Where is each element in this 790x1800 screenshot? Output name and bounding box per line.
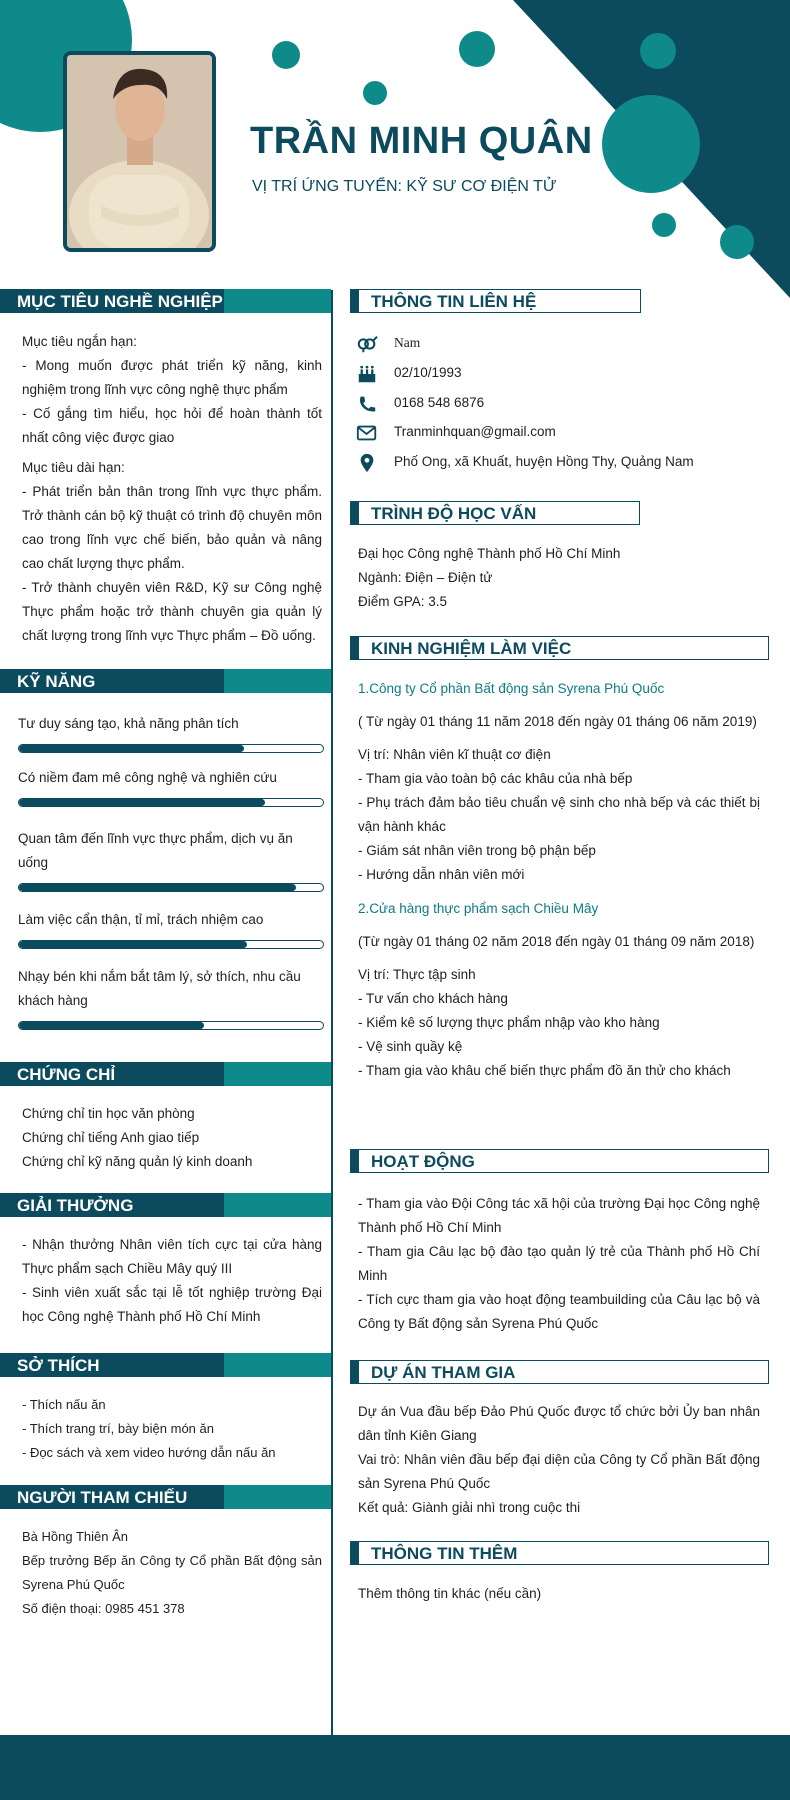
activities-list: [358, 1192, 760, 1336]
long-term-title: Mục tiêu dài hạn:: [22, 460, 125, 475]
skill-bar: [18, 798, 324, 807]
job-role: Vị trí: Thực tập sinh: [358, 967, 476, 982]
avatar: [63, 51, 216, 252]
hobbies-list: [22, 1393, 322, 1465]
skill-label: Làm việc cẩn thận, tỉ mỉ, trách nhiệm cao: [18, 912, 264, 927]
activity-item: - Tham gia vào Đội Công tác xã hội của trường Đại học Công nghệ Thành phố Hồ Chí Minh: [358, 1196, 760, 1235]
job-period: (Từ ngày 01 tháng 02 năm 2018 đến ngày 01 tháng 09 năm 2018): [358, 934, 755, 949]
reference-name: Bà Hồng Thiên Ân: [22, 1529, 128, 1544]
job-duty: - Phụ trách đảm bảo tiêu chuẩn vệ sinh cho nhà bếp và các thiết bị vận hành khác: [358, 795, 760, 834]
job-duty: - Tư vấn cho khách hàng: [358, 991, 508, 1006]
section-heading-awards: GIẢI THƯỞNG: [0, 1193, 331, 1217]
footer-bar: [0, 1735, 790, 1800]
hobby-item: - Thích nấu ăn: [22, 1397, 106, 1412]
section-heading-education: TRÌNH ĐỘ HỌC VẤN: [350, 501, 640, 525]
job-duty: - Hướng dẫn nhân viên mới: [358, 867, 525, 882]
education-content: [358, 542, 760, 614]
contact-dob: 02/10/1993: [356, 362, 776, 386]
section-heading-hobbies: SỞ THÍCH: [0, 1353, 331, 1377]
activity-item: - Tích cực tham gia vào hoạt động teambuilding của Câu lạc bộ và Công ty Bất động sản Syrena Phú Quốc: [358, 1292, 760, 1331]
job-duty: - Vệ sinh quầy kệ: [358, 1039, 463, 1054]
skill-label: Tư duy sáng tạo, khả năng phân tích: [18, 716, 239, 731]
project-role: Vai trò: Nhân viên đầu bếp đại diện của Công ty Cổ phần Bất động sản Syrena Phú Quốc: [358, 1452, 760, 1491]
projects-content: [358, 1400, 760, 1520]
contact-gender: Nam: [356, 332, 776, 356]
job-duty: - Tham gia vào toàn bộ các khâu của nhà bếp: [358, 771, 633, 786]
awards-list: [22, 1233, 322, 1329]
phone-icon: [356, 394, 378, 414]
project-result: Kết quả: Giành giải nhì trong cuộc thi: [358, 1500, 581, 1515]
award-item: - Sinh viên xuất sắc tại lễ tốt nghiệp trường Đại học Công nghệ Thành phố Hồ Chí Minh: [22, 1285, 322, 1324]
education-major: Ngành: Điện – Điện tử: [358, 570, 493, 585]
applied-position: VỊ TRÍ ỨNG TUYỂN: KỸ SƯ CƠ ĐIỆN TỬ: [252, 178, 557, 195]
certificate-item: Chứng chỉ tiếng Anh giao tiếp: [22, 1130, 200, 1145]
objective-content: [22, 330, 322, 648]
section-heading-certificates: CHỨNG CHỈ: [0, 1062, 331, 1086]
skill-bar-fill: [19, 941, 247, 948]
job-company: 1.Công ty Cổ phần Bất động sản Syrena Phú Quốc: [358, 681, 665, 696]
section-heading-extra: THÔNG TIN THÊM: [350, 1541, 769, 1565]
education-school: Đại học Công nghệ Thành phố Hồ Chí Minh: [358, 546, 621, 561]
job-duty: - Giám sát nhân viên trong bộ phận bếp: [358, 843, 596, 858]
short-term-item: - Mong muốn được phát triển kỹ năng, kinh nghiệm trong lĩnh vực công nghệ thực phẩm: [22, 358, 322, 397]
certificate-item: Chứng chỉ kỹ năng quản lý kinh doanh: [22, 1154, 253, 1169]
reference-role: Bếp trưởng Bếp ăn Công ty Cổ phần Bất động sản Syrena Phú Quốc: [22, 1553, 322, 1592]
reference-content: [22, 1525, 322, 1621]
long-term-item: - Trở thành chuyên viên R&D, Kỹ sư Công nghệ Thực phẩm hoặc trở thành chuyên gia quản lý chất lượng trong lĩnh vực Thực phẩm – Đồ uống.: [22, 580, 322, 643]
section-heading-reference: NGƯỜI THAM CHIẾU: [0, 1485, 331, 1509]
certificates-list: [22, 1102, 322, 1174]
section-heading-activities: HOẠT ĐỘNG: [350, 1149, 769, 1173]
birthday-cake-icon: [356, 364, 378, 384]
education-gpa: Điểm GPA: 3.5: [358, 594, 448, 609]
job-role: Vị trí: Nhân viên kĩ thuật cơ điện: [358, 747, 551, 762]
section-heading-objective: MỤC TIÊU NGHỀ NGHIỆP: [0, 289, 331, 313]
candidate-name: TRẦN MINH QUÂN: [250, 120, 593, 162]
job-duty: - Kiểm kê số lượng thực phẩm nhập vào kho hàng: [358, 1015, 660, 1030]
short-term-title: Mục tiêu ngắn hạn:: [22, 334, 137, 349]
hobby-item: - Đọc sách và xem video hướng dẫn nấu ăn: [22, 1445, 276, 1460]
project-description: Dự án Vua đầu bếp Đảo Phú Quốc được tổ chức bởi Ủy ban nhân dân tỉnh Kiên Giang: [358, 1404, 760, 1443]
mail-icon: [356, 423, 378, 443]
skill-bar: [18, 883, 324, 892]
contact-email: Tranminhquan@gmail.com: [356, 421, 776, 445]
column-divider: [331, 290, 333, 1738]
certificate-item: Chứng chỉ tin học văn phòng: [22, 1106, 195, 1121]
experience-content: [358, 677, 760, 1083]
long-term-item: - Phát triển bản thân trong lĩnh vực thực phẩm. Trở thành cán bộ kỹ thuật có trình độ chuyên môn cao trong lĩnh vực chế biến, bảo quản và nâng cao chất lượng thực phẩm.: [22, 484, 322, 571]
contact-phone: 0168 548 6876: [356, 392, 776, 416]
extra-content: [358, 1582, 760, 1606]
skill-bar-fill: [19, 799, 265, 806]
skill-label: Có niềm đam mê công nghệ và nghiên cứu: [18, 770, 277, 785]
reference-phone: Số điện thoại: 0985 451 378: [22, 1601, 185, 1616]
short-term-item: - Cố gắng tìm hiểu, học hỏi để hoàn thành tốt nhất công việc được giao: [22, 406, 322, 445]
skill-item: [18, 766, 324, 807]
hobby-item: - Thích trang trí, bày biện món ăn: [22, 1421, 214, 1436]
extra-text: Thêm thông tin khác (nếu cần): [358, 1586, 542, 1601]
section-heading-experience: KINH NGHIỆM LÀM VIỆC: [350, 636, 769, 660]
job-period: ( Từ ngày 01 tháng 11 năm 2018 đến ngày 01 tháng 06 năm 2019): [358, 714, 757, 729]
skill-bar: [18, 1021, 324, 1030]
section-heading-skills: KỸ NĂNG: [0, 669, 331, 693]
award-item: - Nhận thưởng Nhân viên tích cực tại cửa hàng Thực phẩm sạch Chiều Mây quý III: [22, 1237, 322, 1276]
section-heading-contact: THÔNG TIN LIÊN HỆ: [350, 289, 641, 313]
skill-bar: [18, 744, 324, 753]
skill-item: [18, 908, 324, 949]
location-pin-icon: [356, 453, 378, 473]
section-heading-projects: DỰ ÁN THAM GIA: [350, 1360, 769, 1384]
job-company: 2.Cửa hàng thực phẩm sạch Chiều Mây: [358, 901, 599, 916]
job-duty: - Tham gia vào khâu chế biến thực phẩm đồ ăn thử cho khách: [358, 1063, 731, 1078]
skill-label: Nhạy bén khi nắm bắt tâm lý, sở thích, nhu cầu khách hàng: [18, 969, 301, 1008]
skill-bar-fill: [19, 884, 296, 891]
skill-bar: [18, 940, 324, 949]
skill-item: [18, 712, 324, 753]
activity-item: - Tham gia Câu lạc bộ đào tạo quản lý trẻ của Thành phố Hồ Chí Minh: [358, 1244, 760, 1283]
skill-item: [18, 965, 324, 1030]
skill-label: Quan tâm đến lĩnh vực thực phẩm, dịch vụ ăn uống: [18, 831, 293, 870]
skill-bar-fill: [19, 745, 244, 752]
contact-address: Phố Ong, xã Khuất, huyện Hồng Thy, Quảng Nam: [356, 451, 776, 475]
gender-icon: [356, 334, 378, 354]
skill-bar-fill: [19, 1022, 204, 1029]
skill-item: [18, 827, 324, 892]
